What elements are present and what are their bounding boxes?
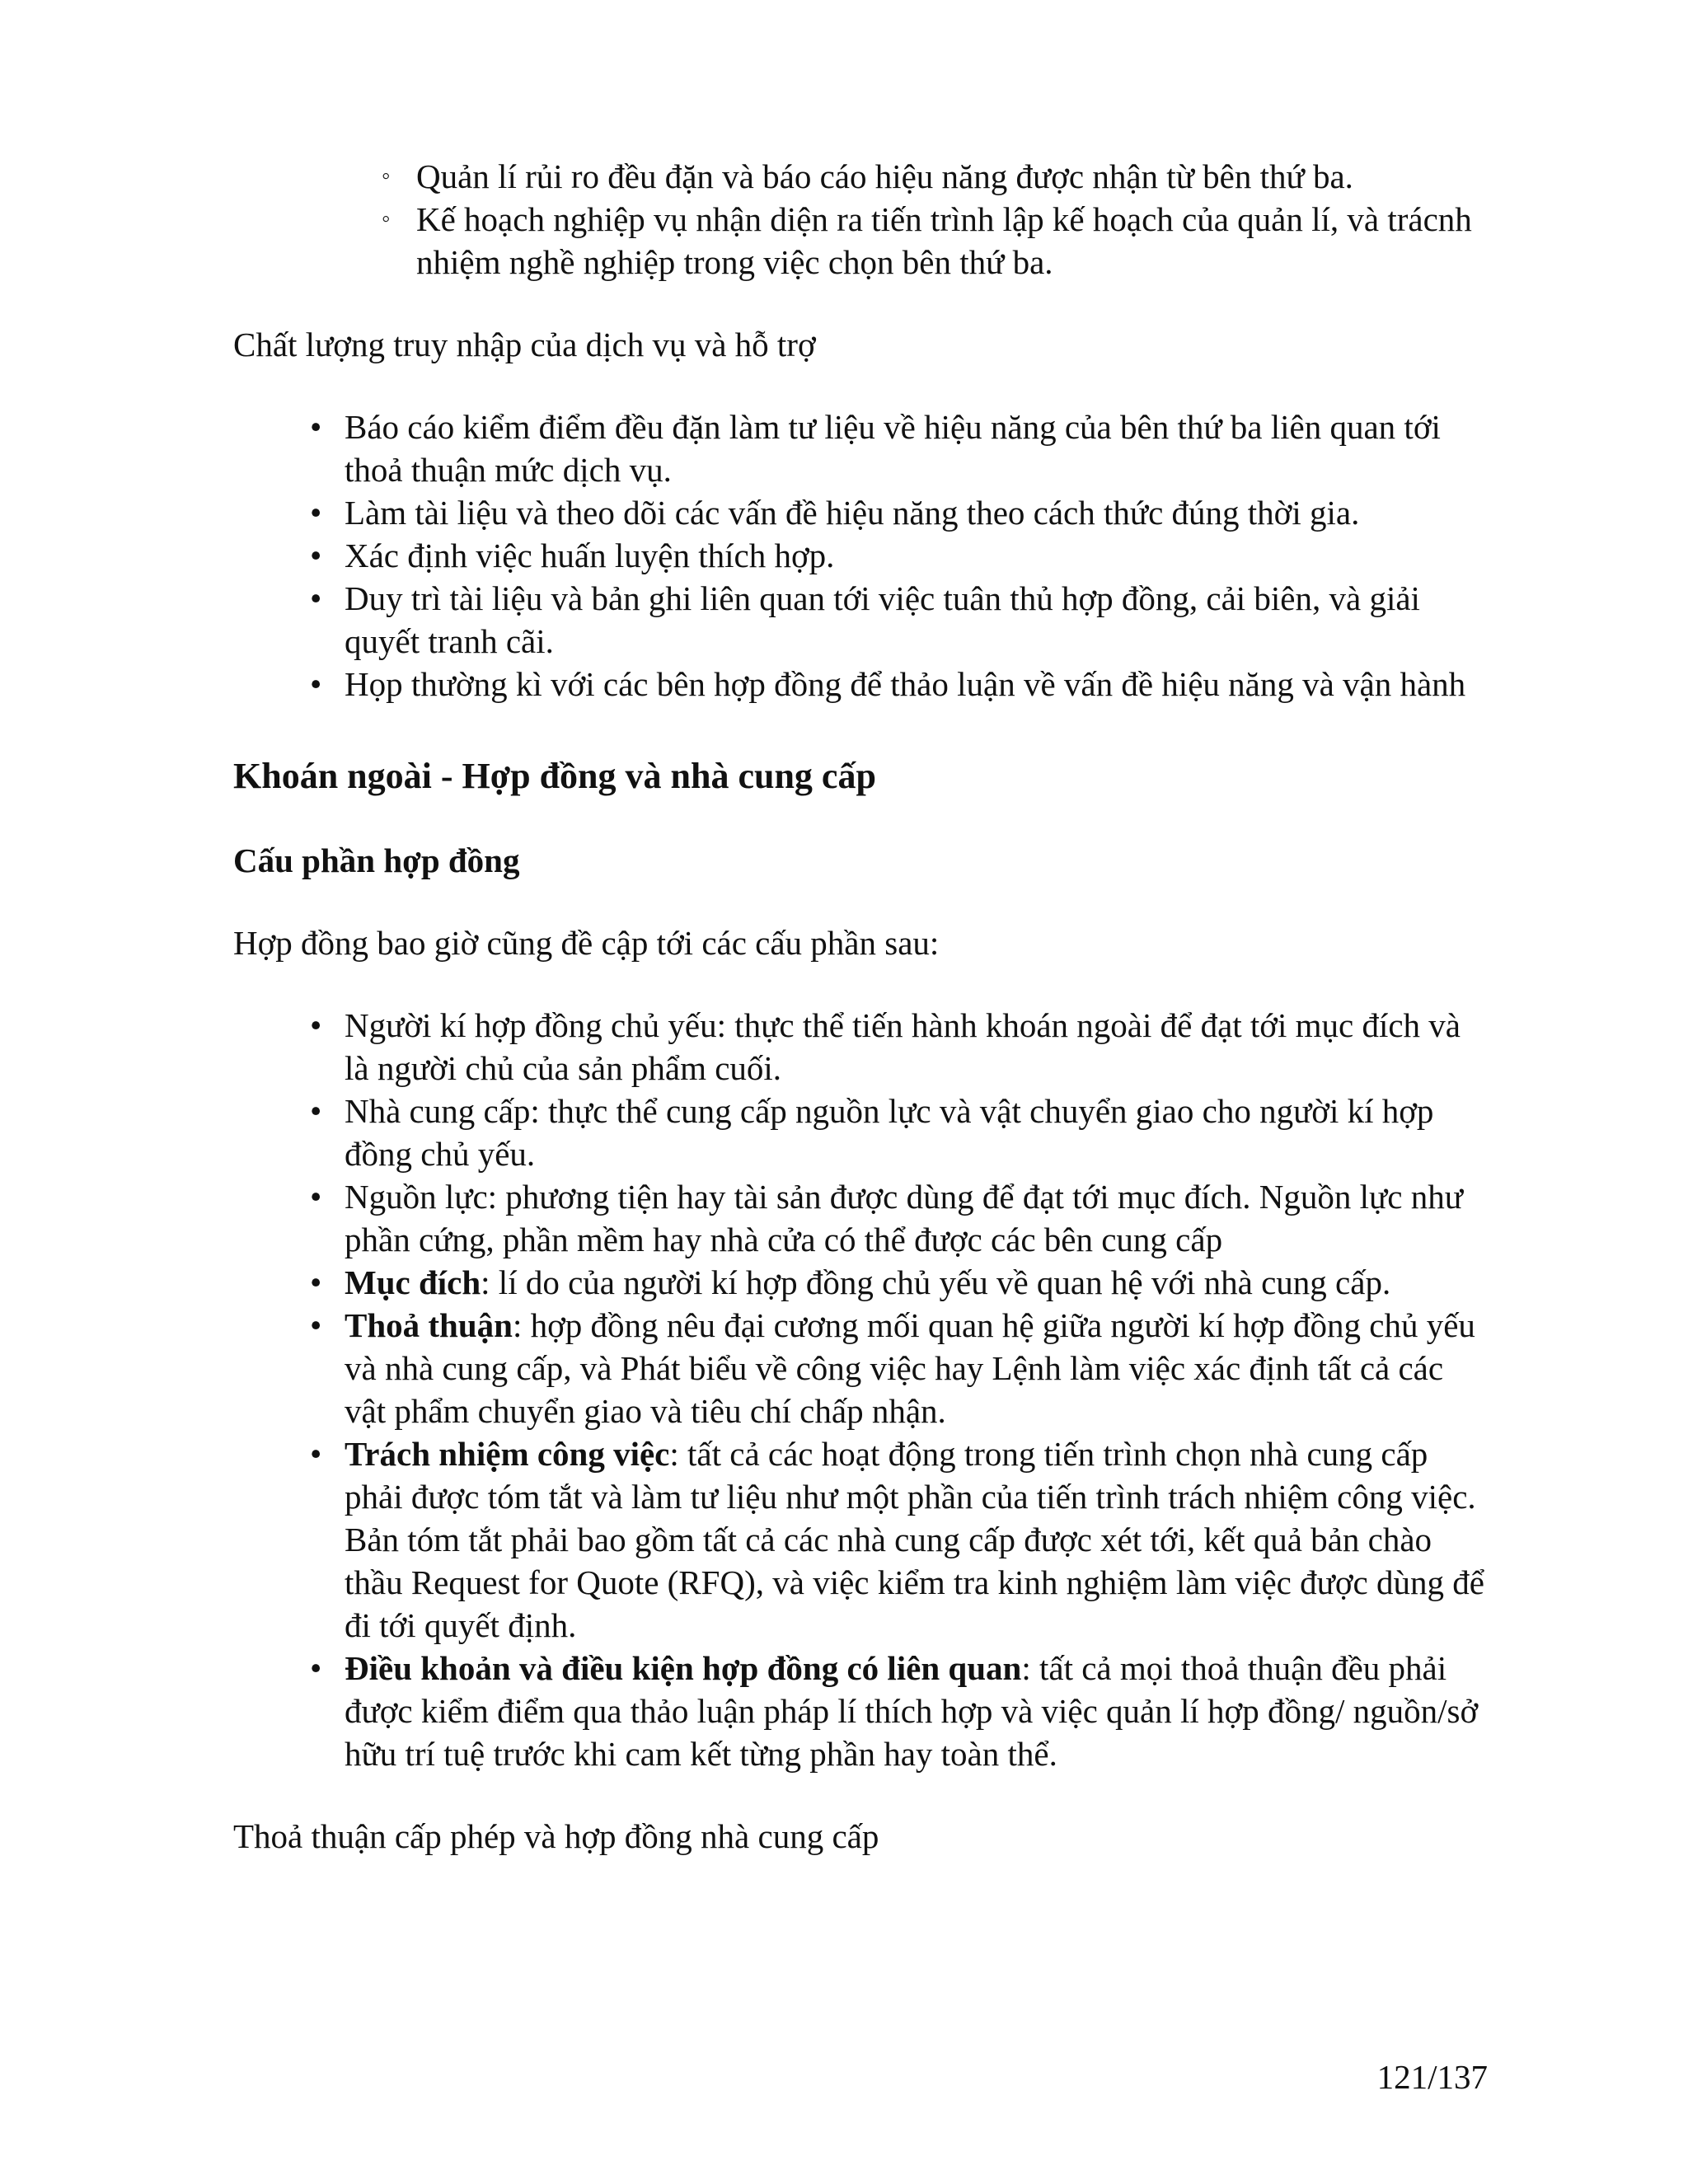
- list-item: [310, 1304, 1486, 1432]
- list-item-term: Thoả thuận: [345, 1306, 513, 1344]
- section-heading: Khoán ngoài - Hợp đồng và nhà cung cấp: [233, 756, 876, 796]
- circle-bullet-icon: ◦: [382, 205, 391, 232]
- list-item-term: Trách nhiệm công việc: [345, 1435, 670, 1473]
- page-content: [233, 155, 1486, 1858]
- bullet-icon: •: [310, 494, 322, 532]
- bullet-icon: •: [310, 1006, 322, 1044]
- list-item: [310, 1261, 1486, 1304]
- subsection-heading: Cấu phần hợp đồng: [233, 841, 520, 879]
- bullet-icon: •: [310, 1306, 322, 1344]
- circle-bullet-icon: ◦: [382, 162, 391, 190]
- sublist-item: [382, 155, 1486, 198]
- list-item-text: Xác định việc huấn luyện thích hợp.: [345, 537, 835, 574]
- list-item-text: Làm tài liệu và theo dõi các vấn đề hiệu năng theo cách thức đúng thời gia.: [345, 494, 1360, 532]
- list-item: [310, 577, 1486, 663]
- component-bullet-list: [310, 1004, 1486, 1775]
- list-item: [310, 405, 1486, 491]
- bullet-icon: •: [310, 1092, 322, 1130]
- top-sublist: [382, 155, 1486, 284]
- list-item-text: Nhà cung cấp: thực thể cung cấp nguồn lực và vật chuyển giao cho người kí hợp đồng chủ yếu.: [345, 1092, 1434, 1173]
- bullet-icon: •: [310, 665, 322, 703]
- list-item: [310, 1090, 1486, 1175]
- list-item: [310, 1647, 1486, 1775]
- bullet-icon: •: [310, 1649, 322, 1687]
- quality-bullet-list: [310, 405, 1486, 705]
- bullet-icon: •: [310, 1263, 322, 1301]
- list-item-text: Người kí hợp đồng chủ yếu: thực thể tiến hành khoán ngoài để đạt tới mục đích và là người chủ của sản phẩm cuối.: [345, 1006, 1461, 1087]
- bullet-icon: •: [310, 1435, 322, 1473]
- list-item-term: Điều khoản và điều kiện hợp đồng có liên quan: [345, 1649, 1022, 1687]
- list-item: [310, 534, 1486, 577]
- list-item-term: Mục đích: [345, 1263, 481, 1301]
- page-number: 121/137: [1376, 2058, 1488, 2096]
- list-item: [310, 1004, 1486, 1090]
- list-item-text: : hợp đồng nêu đại cương mối quan hệ giữa người kí hợp đồng chủ yếu và nhà cung cấp, và Phát biểu về công việc hay Lệnh làm việc xác định tất cả các vật phẩm chuyển giao và tiêu chí chấp nhận.: [345, 1306, 1475, 1430]
- list-item: [310, 491, 1486, 534]
- list-item-text: : lí do của người kí hợp đồng chủ yếu về quan hệ với nhà cung cấp.: [481, 1263, 1391, 1301]
- list-item-text: Nguồn lực: phương tiện hay tài sản được dùng để đạt tới mục đích. Nguồn lực như phần cứng, phần mềm hay nhà cửa có thể được các bên cung cấp: [345, 1178, 1463, 1258]
- bullet-icon: •: [310, 1178, 322, 1216]
- list-item-text: Duy trì tài liệu và bản ghi liên quan tới việc tuân thủ hợp đồng, cải biên, và giải quyết tranh cãi.: [345, 579, 1420, 660]
- bullet-icon: •: [310, 579, 322, 617]
- list-item-text: : tất cả mọi thoả thuận đều phải được kiểm điểm qua thảo luận pháp lí thích hợp và việc quản lí hợp đồng/ nguồn/sở hữu trí tuệ trước khi cam kết từng phần hay toàn thể.: [345, 1649, 1479, 1773]
- list-item: [310, 663, 1486, 705]
- paragraph-license: Thoả thuận cấp phép và hợp đồng nhà cung cấp: [233, 1817, 879, 1855]
- bullet-icon: •: [310, 537, 322, 574]
- list-item: [310, 1432, 1486, 1647]
- list-item-text: : tất cả các hoạt động trong tiến trình chọn nhà cung cấp phải được tóm tắt và làm tư liệu như một phần của tiến trình trách nhiệm công việc. Bản tóm tắt phải bao gồm tất cả các nhà cung cấp được xét tới, kết quả bản chào thầu Request for Quote (RFQ), và việc kiểm tra kinh nghiệm làm việc được dùng để đi tới quyết định.: [345, 1435, 1484, 1644]
- paragraph-intro: Hợp đồng bao giờ cũng đề cập tới các cấu phần sau:: [233, 924, 940, 962]
- paragraph-quality: Chất lượng truy nhập của dịch vụ và hỗ trợ: [233, 326, 816, 363]
- bullet-icon: •: [310, 408, 322, 446]
- list-item-text: Báo cáo kiểm điểm đều đặn làm tư liệu về hiệu năng của bên thứ ba liên quan tới thoả thuận mức dịch vụ.: [345, 408, 1441, 489]
- list-item: [310, 1175, 1486, 1261]
- sublist-item-text: Kế hoạch nghiệp vụ nhận diện ra tiến trình lập kế hoạch của quản lí, và trácnh nhiệm nghề nghiệp trong việc chọn bên thứ ba.: [416, 200, 1472, 281]
- list-item-text: Họp thường kì với các bên hợp đồng để thảo luận về vấn đề hiệu năng và vận hành: [345, 665, 1466, 703]
- sublist-item-text: Quản lí rủi ro đều đặn và báo cáo hiệu năng được nhận từ bên thứ ba.: [416, 157, 1353, 195]
- sublist-item: [382, 198, 1486, 284]
